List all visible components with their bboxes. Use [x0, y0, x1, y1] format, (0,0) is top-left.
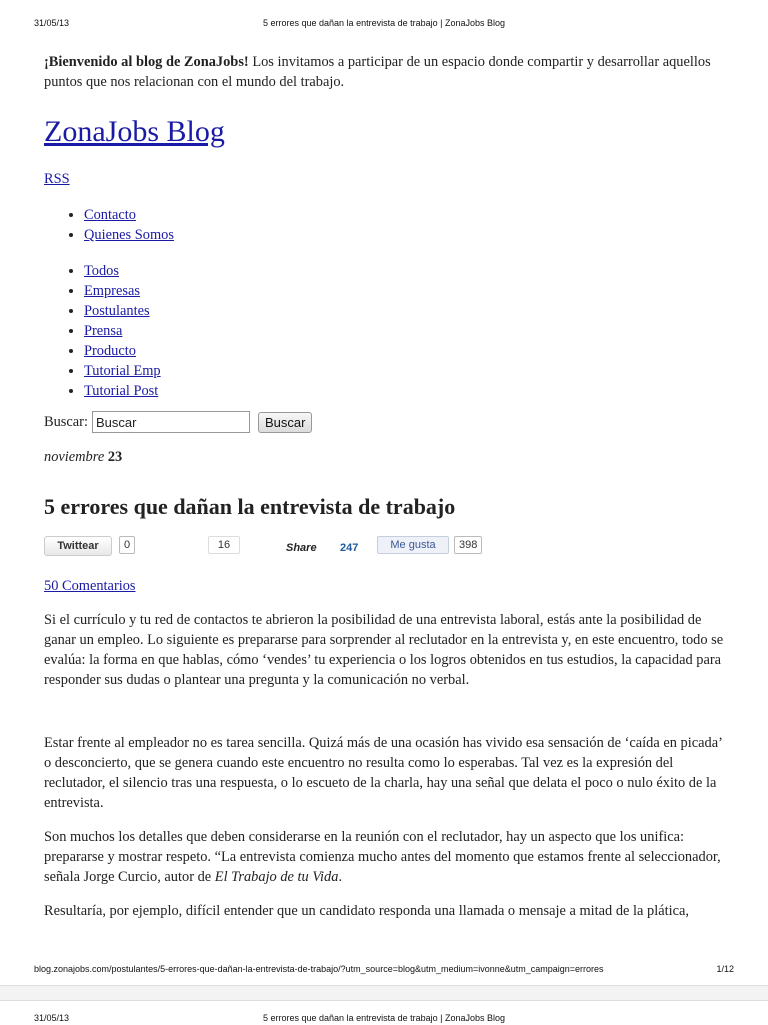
- search-form: [44, 409, 726, 435]
- nav-link-contacto[interactable]: Contacto: [84, 207, 136, 223]
- category-item: [84, 301, 726, 321]
- post-paragraph-3: [44, 827, 726, 887]
- category-link-empresas[interactable]: Empresas: [84, 283, 140, 299]
- plusone-count: 16: [208, 536, 240, 554]
- post-paragraph-2: Estar frente al empleador no es tarea sencilla. Quizá más de una ocasión has vivido esa sensación de ‘caída en picada’ o desconcierto, que se genera cuando este encuentro no resulta como lo esperabas. Tal vez es la expresión del reclutador, el silencio tras una respuesta, o lo escueto de la charla, hay una señal que delata el poco o nulo éxito de la entrevista.: [44, 735, 722, 811]
- page-content: [44, 52, 726, 921]
- category-link-tutorial-post[interactable]: Tutorial Post: [84, 383, 159, 399]
- blog-title: [44, 114, 726, 150]
- tweet-button[interactable]: Twittear: [44, 536, 112, 556]
- nav-primary: [44, 205, 726, 245]
- category-link-prensa[interactable]: Prensa: [84, 323, 123, 339]
- rss-row: [44, 169, 726, 189]
- post-paragraph-3-end: .: [338, 869, 343, 885]
- blog-title-link[interactable]: ZonaJobs Blog: [44, 115, 225, 148]
- page-number: 1/12: [716, 964, 734, 974]
- print-header-next: [34, 1013, 734, 1025]
- post-date-month: noviembre: [44, 449, 105, 465]
- category-item: [84, 381, 726, 401]
- print-header: [34, 18, 734, 30]
- nav-link-quienes-somos[interactable]: Quienes Somos: [84, 227, 174, 243]
- category-link-producto[interactable]: Producto: [84, 343, 136, 359]
- print-title-next: 5 errores que dañan la entrevista de trabajo | ZonaJobs Blog: [263, 1013, 505, 1023]
- welcome-message: [44, 52, 726, 92]
- share-count: 247: [340, 542, 359, 554]
- nav-item-contacto: [84, 205, 726, 225]
- social-share-bar: [44, 536, 726, 556]
- category-item: [84, 261, 726, 281]
- category-item: [84, 321, 726, 341]
- category-link-todos[interactable]: Todos: [84, 263, 119, 279]
- post-paragraph-1: Si el currículo y tu red de contactos te abrieron la posibilidad de una entrevista laboral, estás ante la posibilidad de ganar un empleo. Lo siguiente es prepararse para sorprender al reclutador en la entrevista y, en este encuentro, todo se evalúa: la forma en que hablas, cómo ‘vendes’ tu experiencia o los logros obtenidos en tus estudios, la capacidad para responder sus dudas o plantear una pregunta y la comunicación no verbal.: [44, 612, 724, 688]
- category-item: [84, 281, 726, 301]
- print-footer: [34, 964, 734, 976]
- category-link-postulantes[interactable]: Postulantes: [84, 303, 150, 319]
- post-date: [44, 447, 726, 467]
- print-url: blog.zonajobs.com/postulantes/5-errores-que-dañan-la-entrevista-de-trabajo/?utm_source=blog&utm_medium=ivonne&utm_campaign=errores: [34, 964, 604, 974]
- post-title: 5 errores que dañan la entrevista de trabajo: [44, 494, 456, 519]
- post-paragraph-3-text: Son muchos los detalles que deben considerarse en la reunión con el reclutador, hay un aspecto que los unifica: prepararse y mostrar respeto. “La entrevista comienza mucho antes del momento que estamos frente al seleccionador, señala Jorge Curcio, autor de: [44, 829, 721, 885]
- tweet-count: 0: [119, 536, 135, 554]
- search-label: Buscar:: [44, 414, 88, 430]
- nav-item-quienes-somos: [84, 225, 726, 245]
- post-paragraph-4: Resultaría, por ejemplo, difícil entender que un candidato responda una llamada o mensaje a mitad de la plática,: [44, 903, 689, 919]
- nav-categories: [44, 261, 726, 401]
- share-button[interactable]: Share: [286, 542, 317, 554]
- welcome-text: Los invitamos a participar de un espacio donde compartir y desarrollar aquellos puntos que nos relacionan con el mundo del trabajo.: [44, 54, 711, 90]
- search-button[interactable]: Buscar: [258, 412, 312, 433]
- comments-row: [44, 576, 726, 596]
- print-date: 31/05/13: [34, 18, 70, 28]
- like-count: 398: [454, 536, 482, 554]
- like-button[interactable]: Me gusta: [377, 536, 449, 554]
- page-break: [0, 985, 768, 1001]
- book-title: El Trabajo de tu Vida: [214, 869, 339, 885]
- print-title: 5 errores que dañan la entrevista de trabajo | ZonaJobs Blog: [263, 18, 505, 28]
- category-item: [84, 341, 726, 361]
- welcome-bold: ¡Bienvenido al blog de ZonaJobs!: [44, 54, 249, 70]
- comments-link[interactable]: 50 Comentarios: [44, 578, 136, 594]
- search-input[interactable]: [92, 411, 250, 433]
- print-date-next: 31/05/13: [34, 1013, 70, 1023]
- rss-link[interactable]: RSS: [44, 171, 70, 187]
- post-date-day: 23: [107, 449, 123, 465]
- category-link-tutorial-emp[interactable]: Tutorial Emp: [84, 363, 161, 379]
- category-item: [84, 361, 726, 381]
